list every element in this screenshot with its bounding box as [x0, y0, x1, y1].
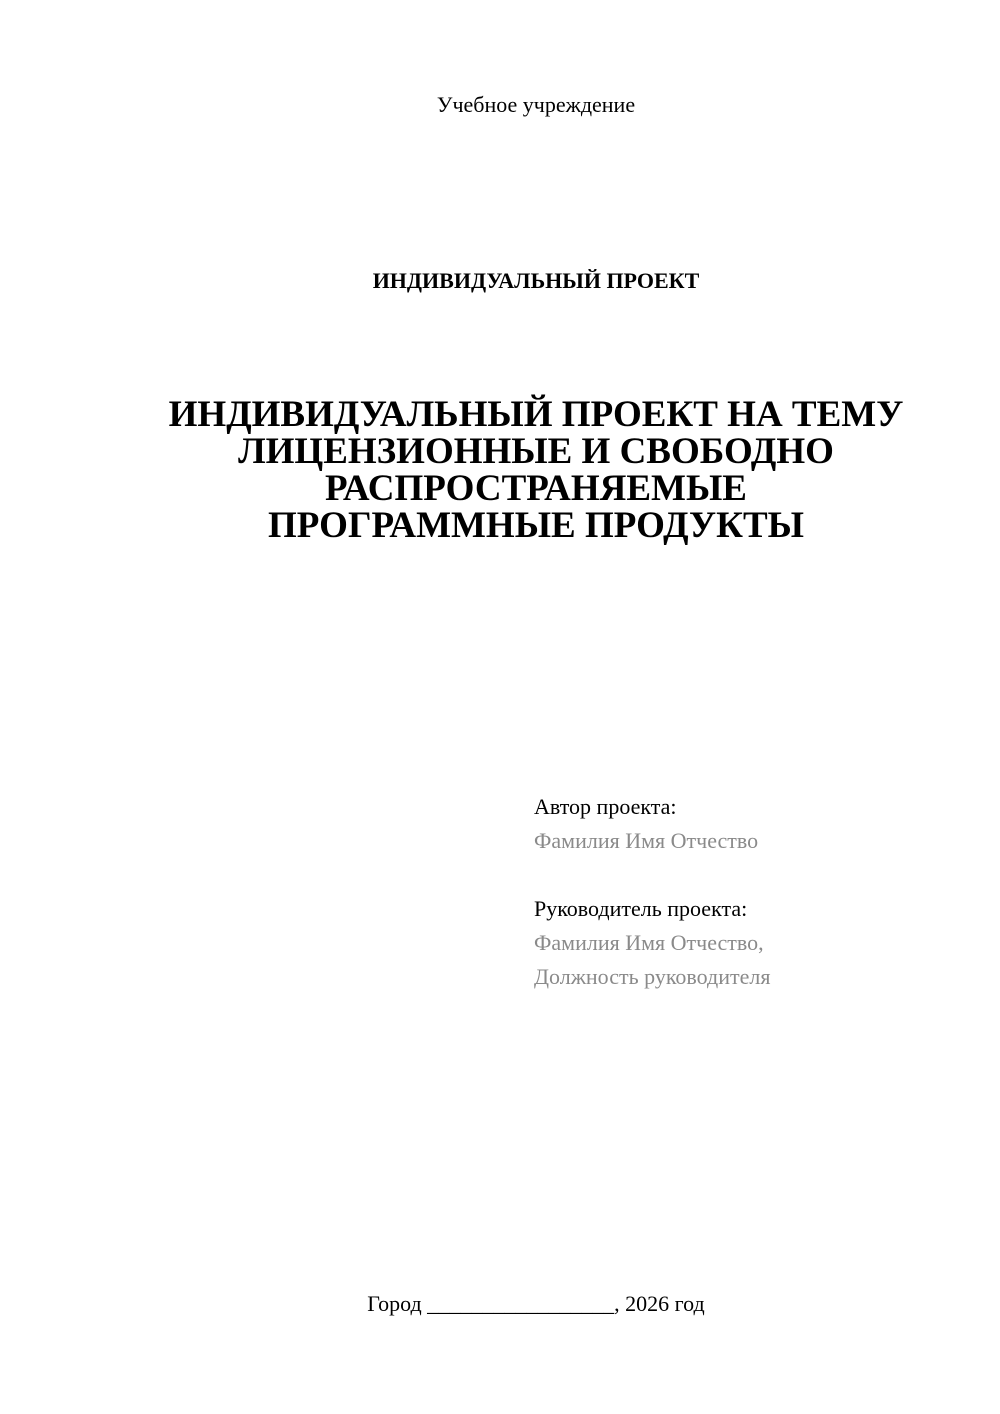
author-label: Автор проекта:	[534, 794, 677, 819]
supervisor-label: Руководитель проекта:	[534, 896, 748, 921]
project-title	[100, 396, 972, 544]
supervisor-name: Фамилия Имя Отчество,	[534, 930, 764, 955]
project-info	[534, 790, 974, 994]
city-year-line: Город _________________, 2026 год	[367, 1291, 705, 1316]
title-line: ПРОГРАММНЫЕ ПРОДУКТЫ	[268, 505, 804, 546]
title-line: РАСПРОСТРАНЯЕМЫЕ	[325, 468, 747, 509]
title-line: ИНДИВИДУАЛЬНЫЙ ПРОЕКТ НА ТЕМУ	[168, 394, 904, 435]
document-type: ИНДИВИДУАЛЬНЫЙ ПРОЕКТ	[372, 268, 700, 293]
author-name: Фамилия Имя Отчество	[534, 828, 759, 853]
title-line: ЛИЦЕНЗИОННЫЕ И СВОБОДНО	[238, 431, 834, 472]
supervisor-position: Должность руководителя	[534, 964, 771, 989]
institution-name: Учебное учреждение	[436, 92, 636, 117]
